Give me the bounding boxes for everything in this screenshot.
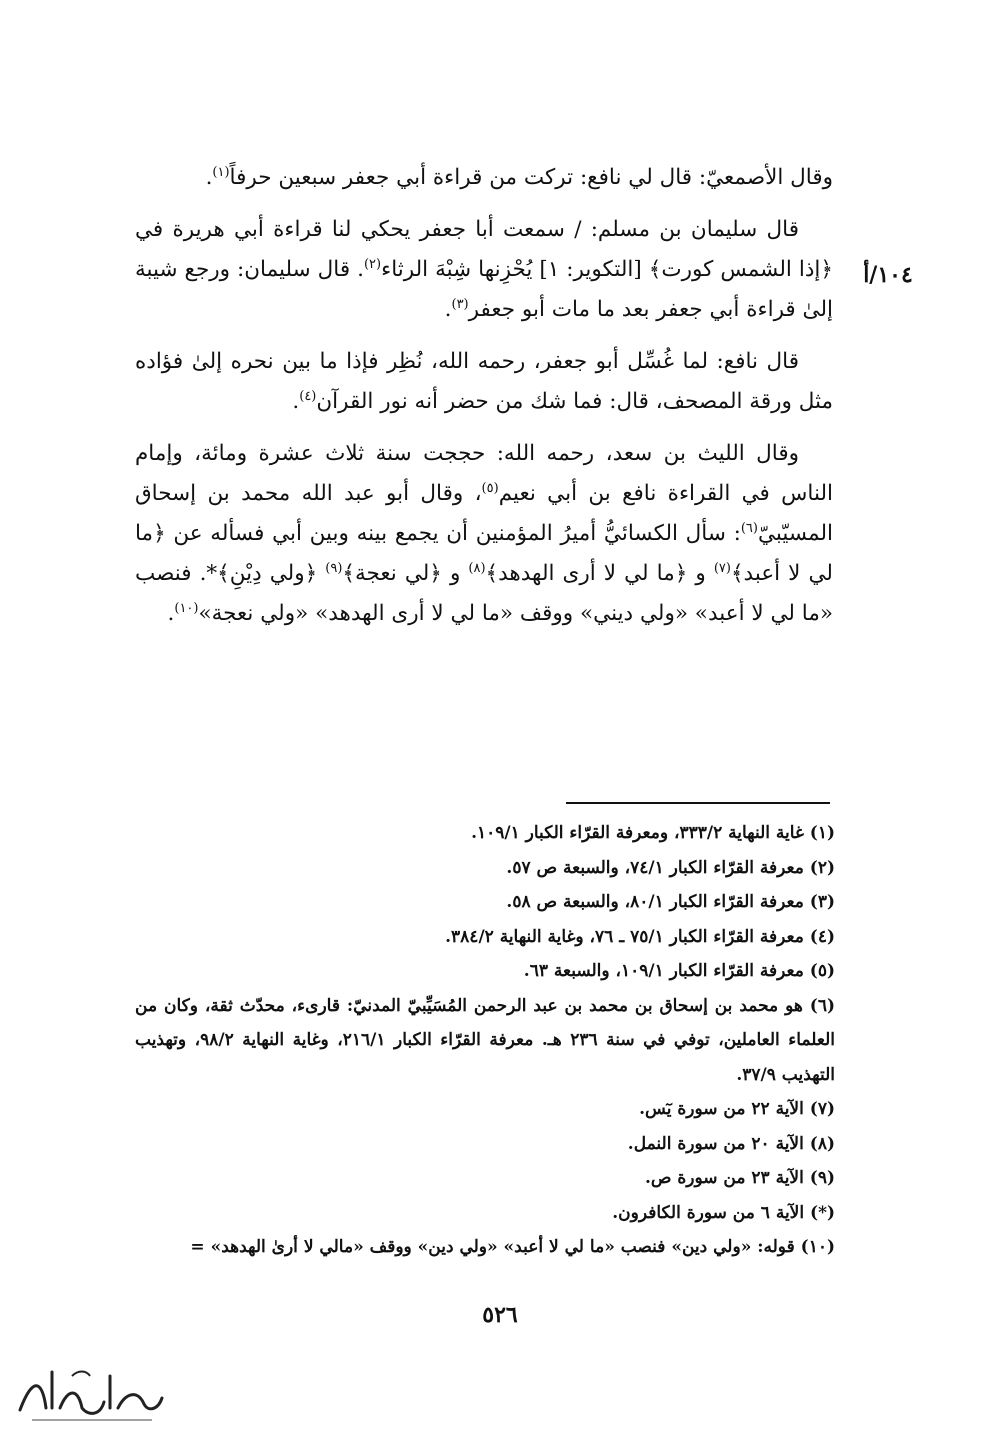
footnote: (١) غاية النهاية ٣٣٣/٢، ومعرفة القرّاء الكبار ١٠٩/١. — [471, 823, 835, 843]
body-text: قال سليمان بن مسلم: / سمعت أبا جعفر يحكي لنا قراءة أبي هريرة في ﴿إذا الشمس كورت﴾ [التكوير: ١] يُحْزِنها شِبْهَ الرثاء — [135, 217, 833, 282]
body-text: و ﴿لي نعجة﴾ — [342, 561, 469, 586]
body-text: . قال سليمان: ورجع شيبة إلىٰ قراءة أبي جعفر بعد ما مات أبو جعفر — [135, 257, 833, 322]
footnote-ref: (٩) — [325, 560, 343, 576]
footnote: (٦) هو محمد بن إسحاق بن محمد بن عبد الرحمن المُسَيِّبيّ المدنيّ: قارىء، محدّث ثقة، وكان من العلماء العاملين، توفي في سنة ٢٣٦ هـ. معرفة القرّاء الكبار ٢١٦/١، وغاية النهاية ٩٨/٢، وتهذيب التهذيب ٣٧/٩. — [135, 995, 836, 1085]
footnote-ref: (٣) — [451, 296, 469, 312]
footnote: (٤) معرفة القرّاء الكبار ٧٥/١ ـ ٧٦، وغاية النهاية ٣٨٤/٢. — [445, 926, 835, 947]
page-number: ٥٢٦ — [482, 1302, 518, 1328]
footnote-ref: (٤) — [299, 388, 317, 404]
footnote-ref: (٥) — [481, 480, 499, 496]
footnote-ref: (٢) — [363, 256, 382, 272]
body-text: : سأل الكسائيُّ أميرُ المؤمنين أن يجمع بينه وبين أبي فسأله عن ﴿ما لي لا أعبد﴾ — [135, 521, 833, 586]
footnote-ref: (٦) — [740, 520, 758, 536]
paragraph-nafi: قال نافع: لما غُسِّل أبو جعفر، رحمه الله، نُظِر فإذا ما بين نحره إلىٰ فؤاده مثل ورقة المصحف، قال: فما شك من حضر أنه نور القرآن$^{(٤)}$. — [135, 349, 833, 414]
footnote-separator — [566, 802, 830, 804]
footnote-ref: (١) — [212, 164, 230, 180]
publisher-logo-icon — [12, 1358, 172, 1428]
footnote: (٥) معرفة القرّاء الكبار ١٠٩/١، والسبعة ٦٣. — [523, 961, 835, 981]
footnote: (*) الآية ٦ من سورة الكافرون. — [612, 1202, 835, 1223]
main-text — [135, 158, 833, 646]
body-text: ﴿ولي دِيْنِ﴾*. فنصب «ما لي لا أعبد» «ولي ديني» ووقف «ما لي لا أرى الهدهد» «ولي نعجة» — [135, 561, 833, 626]
paragraph-asmai: وقال الأصمعيّ: قال لي نافع: تركت من قراءة أبي جعفر سبعين حرفاً$^{(١)}$. — [205, 164, 833, 190]
footnote-ref: (٨) — [468, 560, 486, 576]
body-text: وقال الأصمعيّ: قال لي نافع: تركت من قراءة أبي جعفر سبعين حرفاً — [229, 165, 833, 190]
paragraph-sulayman: قال سليمان بن مسلم: / سمعت أبا جعفر يحكي لنا قراءة أبي هريرة في ﴿إذا الشمس كورت﴾ [التكوير: ١] يُحْزِنها شِبْهَ الرثاء$^{(٢)}$. قال سليمان: ورجع شيبة إلىٰ قراءة أبي جعفر بعد ما مات أبو جعفر$^{(٣)}$. — [135, 217, 833, 322]
folio-margin-note: ١٠٤/أ — [863, 262, 913, 288]
body-text: ، وقال أبو عبد الله محمد بن إسحاق المسيّبيّ — [135, 481, 833, 546]
footnote-ref: (١٠) — [174, 600, 199, 616]
footnote: (٢) معرفة القرّاء الكبار ٧٤/١، والسبعة ص ٥٧. — [506, 857, 835, 878]
footnotes — [135, 816, 835, 1265]
footnote: (١٠) قوله: «ولي دين» فنصب «ما لي لا أعبد» «ولي دين» ووقف «مالي لا أرىٰ الهدهد» = — [190, 1237, 835, 1257]
body-text: وقال الليث بن سعد، رحمه الله: حججت سنة ثلاث عشرة ومائة، وإمام الناس في القراءة نافع بن أبي نعيم — [135, 441, 833, 506]
footnote: (٩) الآية ٢٣ من سورة ص. — [644, 1168, 835, 1188]
body-text: قال نافع: لما غُسِّل أبو جعفر، رحمه الله، نُظِر فإذا ما بين نحره إلىٰ فؤاده مثل ورقة المصحف، قال: فما شك من حضر أنه نور القرآن — [135, 349, 833, 414]
footnote: (٧) الآية ٢٢ من سورة يٓس. — [639, 1099, 835, 1119]
body-text: و ﴿ما لي لا أرى الهدهد﴾ — [485, 561, 714, 586]
paragraph-layth: وقال الليث بن سعد، رحمه الله: حججت سنة ثلاث عشرة ومائة، وإمام الناس في القراءة نافع بن أبي نعيم$^{(٥)}$، وقال أبو عبد الله محمد بن إسحاق المسيّبيّ$^{(٦)}$: سأل الكسائيُّ أميرُ المؤمنين أن يجمع بينه وبين أبي فسأله عن ﴿ما لي لا أعبد﴾$^{(٧)}$ و ﴿ما لي لا أرى الهدهد﴾$^{(٨)}$ و ﴿لي نعجة﴾$^{(٩)}$ ﴿ولي دِيْنِ﴾*. فنصب «ما لي لا أعبد» «ولي ديني» ووقف «ما لي لا أرى الهدهد» «ولي نعجة»$^{(١٠)}$. — [135, 441, 833, 626]
footnote-ref: (٧) — [713, 560, 731, 576]
footnote: (٨) الآية ٢٠ من سورة النمل. — [627, 1133, 835, 1154]
footnote: (٣) معرفة القرّاء الكبار ٨٠/١، والسبعة ص ٥٨. — [506, 892, 835, 912]
